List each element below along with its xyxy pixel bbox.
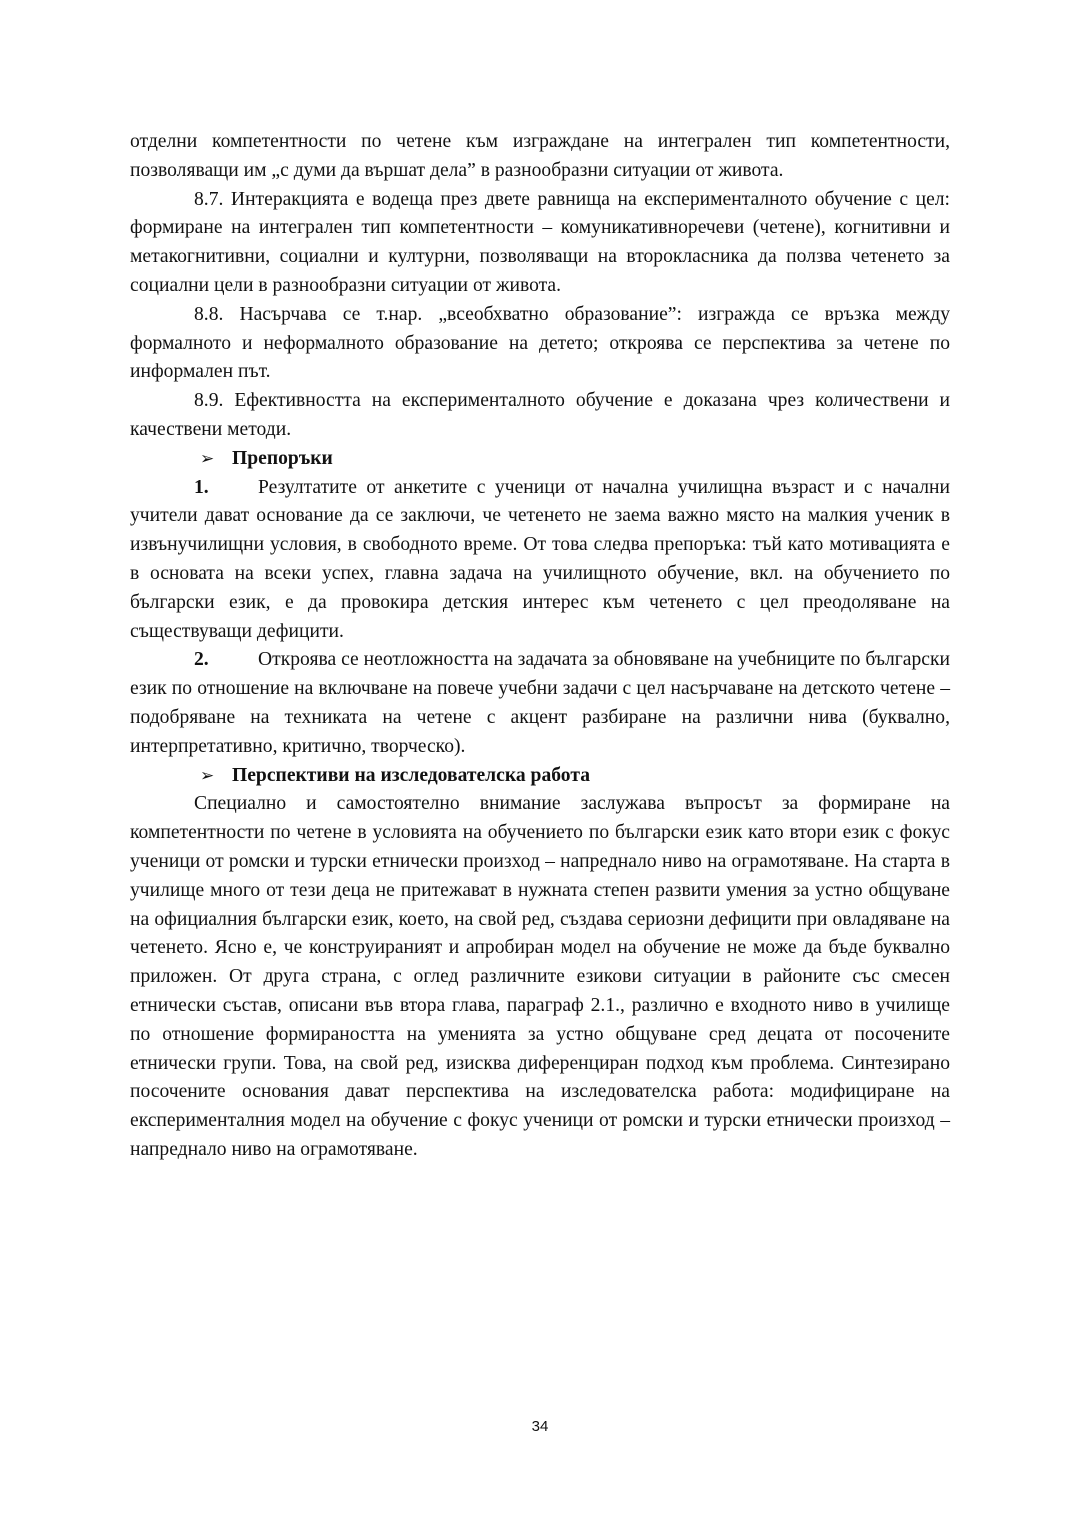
recommendation-number-1: 1. (194, 476, 209, 498)
paragraph-8-7: 8.7. Интеракцията е водеща през двете равнища на експерименталното обучение с цел: формиране на интегрален тип компетентности – комуникативноречеви (четене), когнитивни и метакогнитивни, социални и културни, позволяващи на второкласника да ползва четенето за социални цели в разнообразни ситуации от живота. (130, 188, 950, 296)
recommendation-text-2: Откроява се неотложността на задачата за обновяване на учебниците по български език по отношение на включване на повече учебни задачи с цел насърчаване на детското четене – подобряване на техниката на четене с акцент разбиране на различни нива (буквално, интерпретативно, критично, творческо). (130, 649, 950, 757)
arrowhead-bullet-icon: ➢ (200, 448, 215, 469)
recommendation-text-1: Резултатите от анкетите с ученици от начална училищна възраст и с начални учители дават основание да се заключи, че четенето не заема важно място на малкия ученик в извънучилищни условия, в свободното време. От това следва препоръка: тъй като мотивацията е в основата на всеки успех, главна задача на училищното обучение, вкл. на обучението по български език, е да провокира детския интерес към четенето с цел преодоляване на съществуващи дефицити. (130, 476, 950, 642)
perspectives-heading-text: Перспективи на изследователска работа (232, 764, 590, 786)
perspectives-paragraph: Специално и самостоятелно внимание заслужава въпросът за формиране на компетентности по четене в условията на обучението по български език като втори език с фокус ученици от ромски и турски етнически произход – напреднало ниво на ограмотяване. На старта в училище много от тези деца не притежават в нужната степен развити умения за устно общуване на официалния български език, което, на свой ред, създава сериозни дефицити при овладяване на четенето. Ясно е, че конструираният и апробиран модел на обучение не може да бъде буквално приложен. От друга страна, с оглед различните езикови ситуации в районите със смесен етнически състав, описани във втора глава, параграф 2.1., различно е входното ниво в училище по отношение формираността на уменията за устно общуване сред децата от посочените етнически групи. Това, на свой ред, изисква диференциран подход към проблема. Синтезирано посочените основания дават перспектива на изследователска работа: модифициране на експерименталния модел на обучение с фокус ученици от ромски и турски етнически произход – напреднало ниво на ограмотяване. (130, 793, 950, 1160)
perspectives-heading (130, 762, 950, 791)
paragraph-continuation: отделни компетентности по четене към изграждане на интегрален тип компетентности, позволяващи им „с думи да вършат дела” в разнообразни ситуации от живота. (130, 131, 950, 181)
paragraph-8-8: 8.8. Насърчава се т.нар. „всеобхватно образование”: изгражда се връзка между формалното и неформалното образование на детето; откроява се перспектива за четене по информален път. (130, 303, 950, 383)
recommendation-item-1 (130, 474, 950, 647)
page-body (130, 128, 950, 1165)
recommendations-heading-text: Препоръки (232, 447, 333, 469)
recommendation-number-2: 2. (194, 649, 209, 671)
arrowhead-bullet-icon: ➢ (200, 765, 215, 786)
recommendation-item-2 (130, 646, 950, 761)
paragraph-8-9: 8.9. Ефективността на експерименталното обучение е доказана чрез количествени и качествени методи. (130, 390, 950, 440)
page-number: 34 (531, 1418, 549, 1435)
recommendations-heading (130, 445, 950, 474)
